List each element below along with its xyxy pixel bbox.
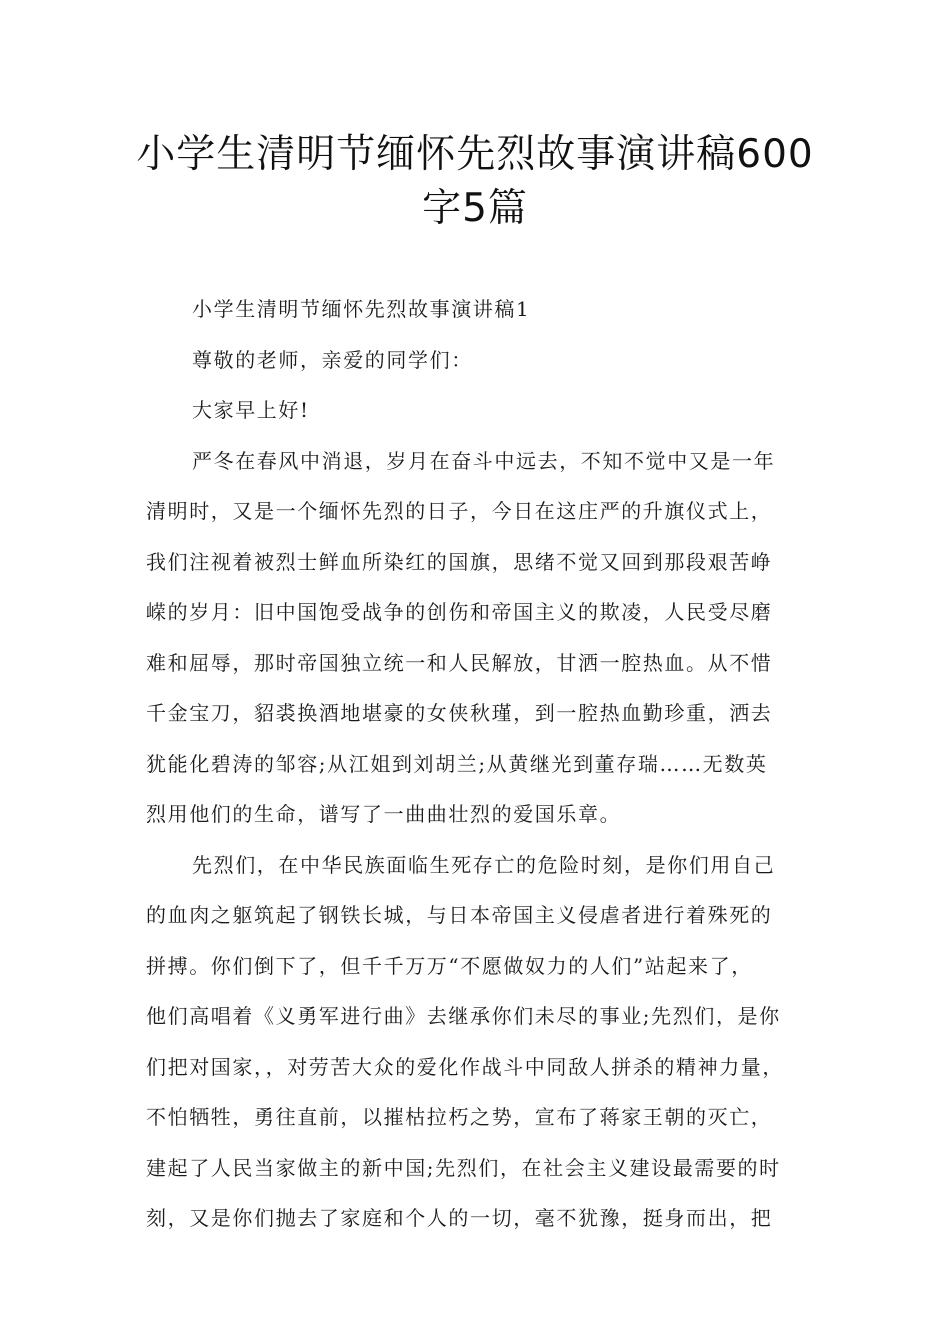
section-heading: 小学生清明节缅怀先烈故事演讲稿1 bbox=[192, 297, 531, 321]
paragraph-1-line: 严冬在春风中消退，岁月在奋斗中远去，不知不觉中又是一年 bbox=[192, 448, 776, 473]
paragraph-1 bbox=[146, 436, 824, 840]
paragraph-1-line: 难和屈辱，那时帝国独立统一和人民解放，甘洒一腔热血。从不惜 bbox=[146, 650, 773, 675]
paragraph-1-line: 嵘的岁月：旧中国饱受战争的创伤和帝国主义的欺凌，人民受尽磨 bbox=[146, 600, 773, 624]
paragraph-2-line: 的血肉之躯筑起了钢铁长城，与日本帝国主义侵虐者进行着殊死的 bbox=[146, 903, 773, 927]
document-body bbox=[146, 284, 824, 1244]
paragraph-2-line: 先烈们，在中华民族面临生死存亡的危险时刻，是你们用自己 bbox=[192, 852, 776, 877]
paragraph-1-line: 烈用他们的生命，谱写了一曲曲壮烈的爱国乐章。 bbox=[146, 802, 622, 826]
document-title bbox=[100, 128, 850, 236]
salutation: 尊敬的老师，亲爱的同学们： bbox=[192, 347, 473, 372]
paragraph-2-line: 拼搏。你们倒下了，但千千万万“不愿做奴力的人们”站起来了， bbox=[146, 953, 753, 978]
paragraph-1-line: 我们注视着被烈士鲜血所染红的国旗，思绪不觉又回到那段艰苦峥 bbox=[146, 549, 773, 574]
paragraph-2-line: 刻，又是你们抛去了家庭和个人的一切，毫不犹豫，挺身而出，把 bbox=[146, 1206, 773, 1230]
title-line-2: 字5篇 bbox=[422, 186, 528, 231]
paragraph-2-line: 不怕牺牲，勇往直前，以摧枯拉朽之势，宣布了蒋家王朝的灭亡， bbox=[146, 1105, 773, 1129]
paragraph-2 bbox=[146, 840, 824, 1244]
greeting: 大家早上好! bbox=[192, 398, 310, 422]
paragraph-2-line: 他们高唱着《义勇军进行曲》去继承你们未尽的事业;先烈们，是你 bbox=[146, 1004, 781, 1028]
paragraph-1-line: 犹能化碧涛的邹容;从江姐到刘胡兰;从黄继光到董存瑞……无数英 bbox=[146, 751, 768, 776]
paragraph-1-line: 千金宝刀，貂裘换酒地堪豪的女侠秋瑾，到一腔热血勤珍重，洒去 bbox=[146, 701, 773, 725]
title-line-1: 小学生清明节缅怀先烈故事演讲稿600 bbox=[136, 132, 814, 177]
paragraph-2-line: 建起了人民当家做主的新中国;先烈们，在社会主义建设最需要的时 bbox=[146, 1155, 781, 1180]
paragraph-1-line: 清明时，又是一个缅怀先烈的日子，今日在这庄严的升旗仪式上， bbox=[146, 499, 773, 523]
paragraph-2-line: 们把对国家，，对劳苦大众的爱化作战斗中同敌人拼杀的精神力量， bbox=[146, 1054, 784, 1079]
